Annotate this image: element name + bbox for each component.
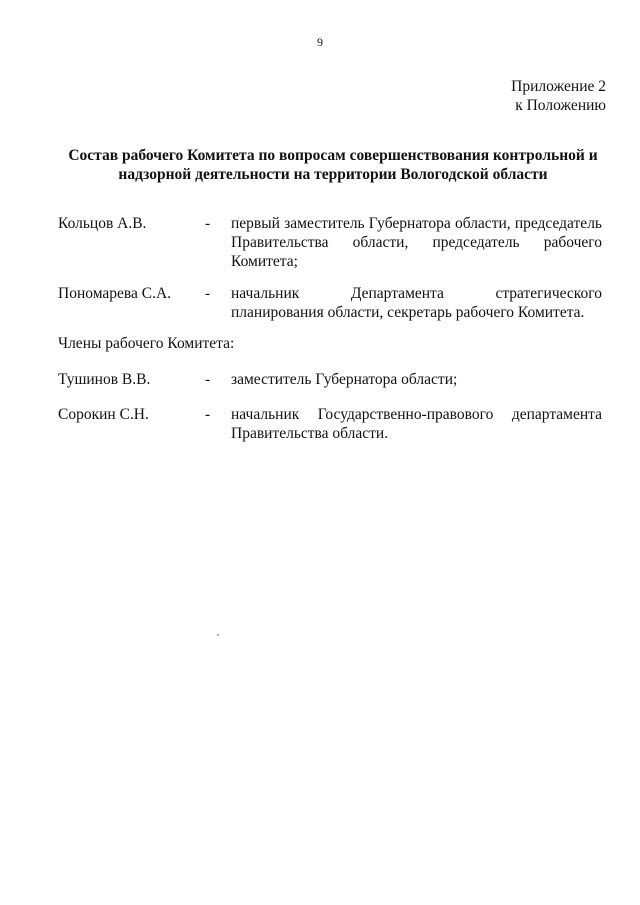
- member-dash: -: [205, 371, 211, 388]
- document-title: [58, 146, 608, 184]
- member-dash: -: [205, 215, 211, 232]
- member-name: Кольцов А.В.: [58, 215, 147, 232]
- appendix-line-2: к Положению: [515, 97, 606, 114]
- member-role: первый заместитель Губернатора области, председатель Правительства области, председатель рабочего Комитета;: [231, 215, 602, 270]
- member-name: Пономарева С.А.: [58, 285, 172, 302]
- scan-speck: [217, 634, 219, 636]
- member-dash: -: [205, 406, 211, 423]
- page-number: 9: [317, 35, 323, 49]
- appendix-reference: [511, 77, 606, 115]
- member-dash: -: [205, 285, 211, 302]
- document-title-line-1: Состав рабочего Комитета по вопросам совершенствования контрольной и: [68, 147, 598, 164]
- appendix-line-1: Приложение 2: [511, 78, 606, 95]
- member-role: начальник Департамента стратегического планирования области, секретарь рабочего Комитета.: [231, 285, 602, 321]
- member-role: начальник Государственно-правового департамента Правительства области.: [231, 406, 602, 442]
- member-name: Тушинов В.В.: [58, 371, 151, 388]
- members-heading: Члены рабочего Комитета:: [58, 335, 235, 352]
- document-title-line-2: надзорной деятельности на территории Вологодской области: [118, 166, 548, 183]
- member-role: заместитель Губернатора области;: [231, 371, 458, 388]
- member-name: Сорокин С.Н.: [58, 406, 149, 423]
